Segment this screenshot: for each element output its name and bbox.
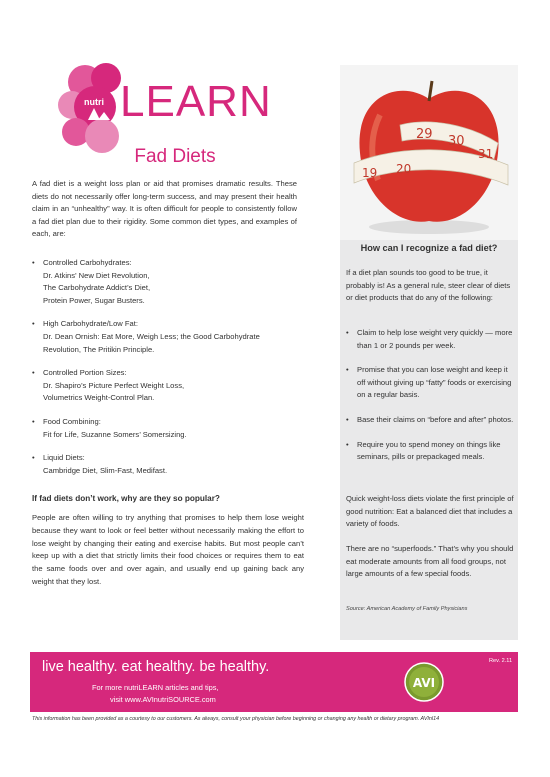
flower-logo-icon <box>58 63 121 153</box>
diet-type-name: Controlled Carbohydrates: <box>43 258 132 267</box>
apple-tape-image <box>340 65 518 240</box>
diet-type-name: Food Combining: <box>43 416 101 426</box>
diet-types-list <box>32 257 312 488</box>
diet-example: Dr. Dean Ornish: Eat More, Weigh Less; the Good Carbohydrate <box>43 331 260 341</box>
page-title: Fad Diets <box>134 146 216 167</box>
brand-learn-text: LEARN <box>120 77 272 126</box>
intro-paragraph: A fad diet is a weight loss plan or aid that promises dramatic results. These diets do not necessarily offer long-term success, and may present their health claim in an “unhealthy” way. It is often difficult for people to consistently follow a fad diet plan due to their rigidity. Some common diet types, and examples of each, are: <box>32 179 297 239</box>
source-note: Source: American Academy of Family Physicians <box>346 606 468 612</box>
tape-number: 29 <box>416 127 433 142</box>
list-item <box>32 416 312 441</box>
list-item <box>32 452 312 477</box>
banner-website[interactable]: visit www.AVInutriSOURCE.com <box>110 695 216 704</box>
list-item: • Promise that you can lose weight and keep it off without giving up “fatty” foods or exercising on a regular basis. <box>346 364 516 402</box>
diet-type-name: Controlled Portion Sizes: <box>43 368 127 378</box>
tape-number: 20 <box>396 162 412 176</box>
diet-example: Revolution, The Pritikin Principle. <box>43 344 155 354</box>
sidebar-paragraph: There are no “superfoods.” That’s why you should eat moderate amounts from all food groups, not large amounts of a few special foods. <box>346 544 514 579</box>
sidebar-paragraph: Quick weight-loss diets violate the first principle of good nutrition: Eat a balanced diet that includes a variety of foods. <box>346 494 514 529</box>
sidebar-list <box>346 327 516 476</box>
avi-logo-text: AVI <box>412 676 436 690</box>
diet-example: Dr. Atkins' New Diet Revolution, <box>43 270 150 280</box>
list-item <box>32 318 312 356</box>
list-item: • Require you to spend money on things like seminars, pills or prepackaged meals. <box>346 439 516 464</box>
sidebar-heading: How can I recognize a fad diet? <box>360 243 498 253</box>
diet-example: Fit for Life, Suzanne Somers’ Somersizing. <box>43 429 187 439</box>
banner-tagline: live healthy. eat healthy. be healthy. <box>42 659 270 675</box>
banner-line: For more nutriLEARN articles and tips, <box>92 683 219 692</box>
diet-type-name: Liquid Diets: <box>43 453 85 463</box>
tape-number: 30 <box>448 134 465 149</box>
sidebar-intro: If a diet plan sounds too good to be true, it probably is! As a general rule, steer clear of diets or diet products that do any of the following: <box>346 268 511 303</box>
revision-label: Rev. 2.11 <box>489 658 513 664</box>
diet-example: Dr. Shapiro’s Picture Perfect Weight Loss, <box>43 380 185 390</box>
list-item <box>32 367 312 405</box>
nutri-text: nutri <box>84 97 104 107</box>
diet-example: Cambridge Diet, Slim-Fast, Medifast. <box>43 465 168 475</box>
why-heading: If fad diets don’t work, why are they so popular? <box>32 494 220 503</box>
why-paragraph: People are often willing to try anything that promises to help them lose weight because they want to look or feel better without necessarily making the effort to lose weight by changing their eating and exercise habits. But most people can’t keep up with a diet that strictly limits their food choices or requires them to eat the same foods over and over again, and usually end up gaining back any weight that they lost. <box>32 513 304 586</box>
diet-example: The Carbohydrate Addict’s Diet, <box>43 283 151 293</box>
tape-number: 31 <box>478 147 494 161</box>
list-item: • Claim to help lose weight very quickly — more than 1 or 2 pounds per week. <box>346 327 516 352</box>
avi-logo-icon <box>404 662 444 702</box>
diet-example: Protein Power, Sugar Busters. <box>43 295 145 305</box>
disclaimer: This information has been provided as a courtesy to our customers. As always, consult your physician before beginning or changing any health or dietary program. AVInl14 <box>32 716 440 722</box>
list-item: • Base their claims on “before and after” photos. <box>346 414 516 427</box>
diet-example: Volumetrics Weight-Control Plan. <box>43 393 155 403</box>
list-item <box>32 257 312 307</box>
tape-number: 19 <box>362 166 378 180</box>
diet-type-name: High Carbohydrate/Low Fat: <box>43 319 138 329</box>
